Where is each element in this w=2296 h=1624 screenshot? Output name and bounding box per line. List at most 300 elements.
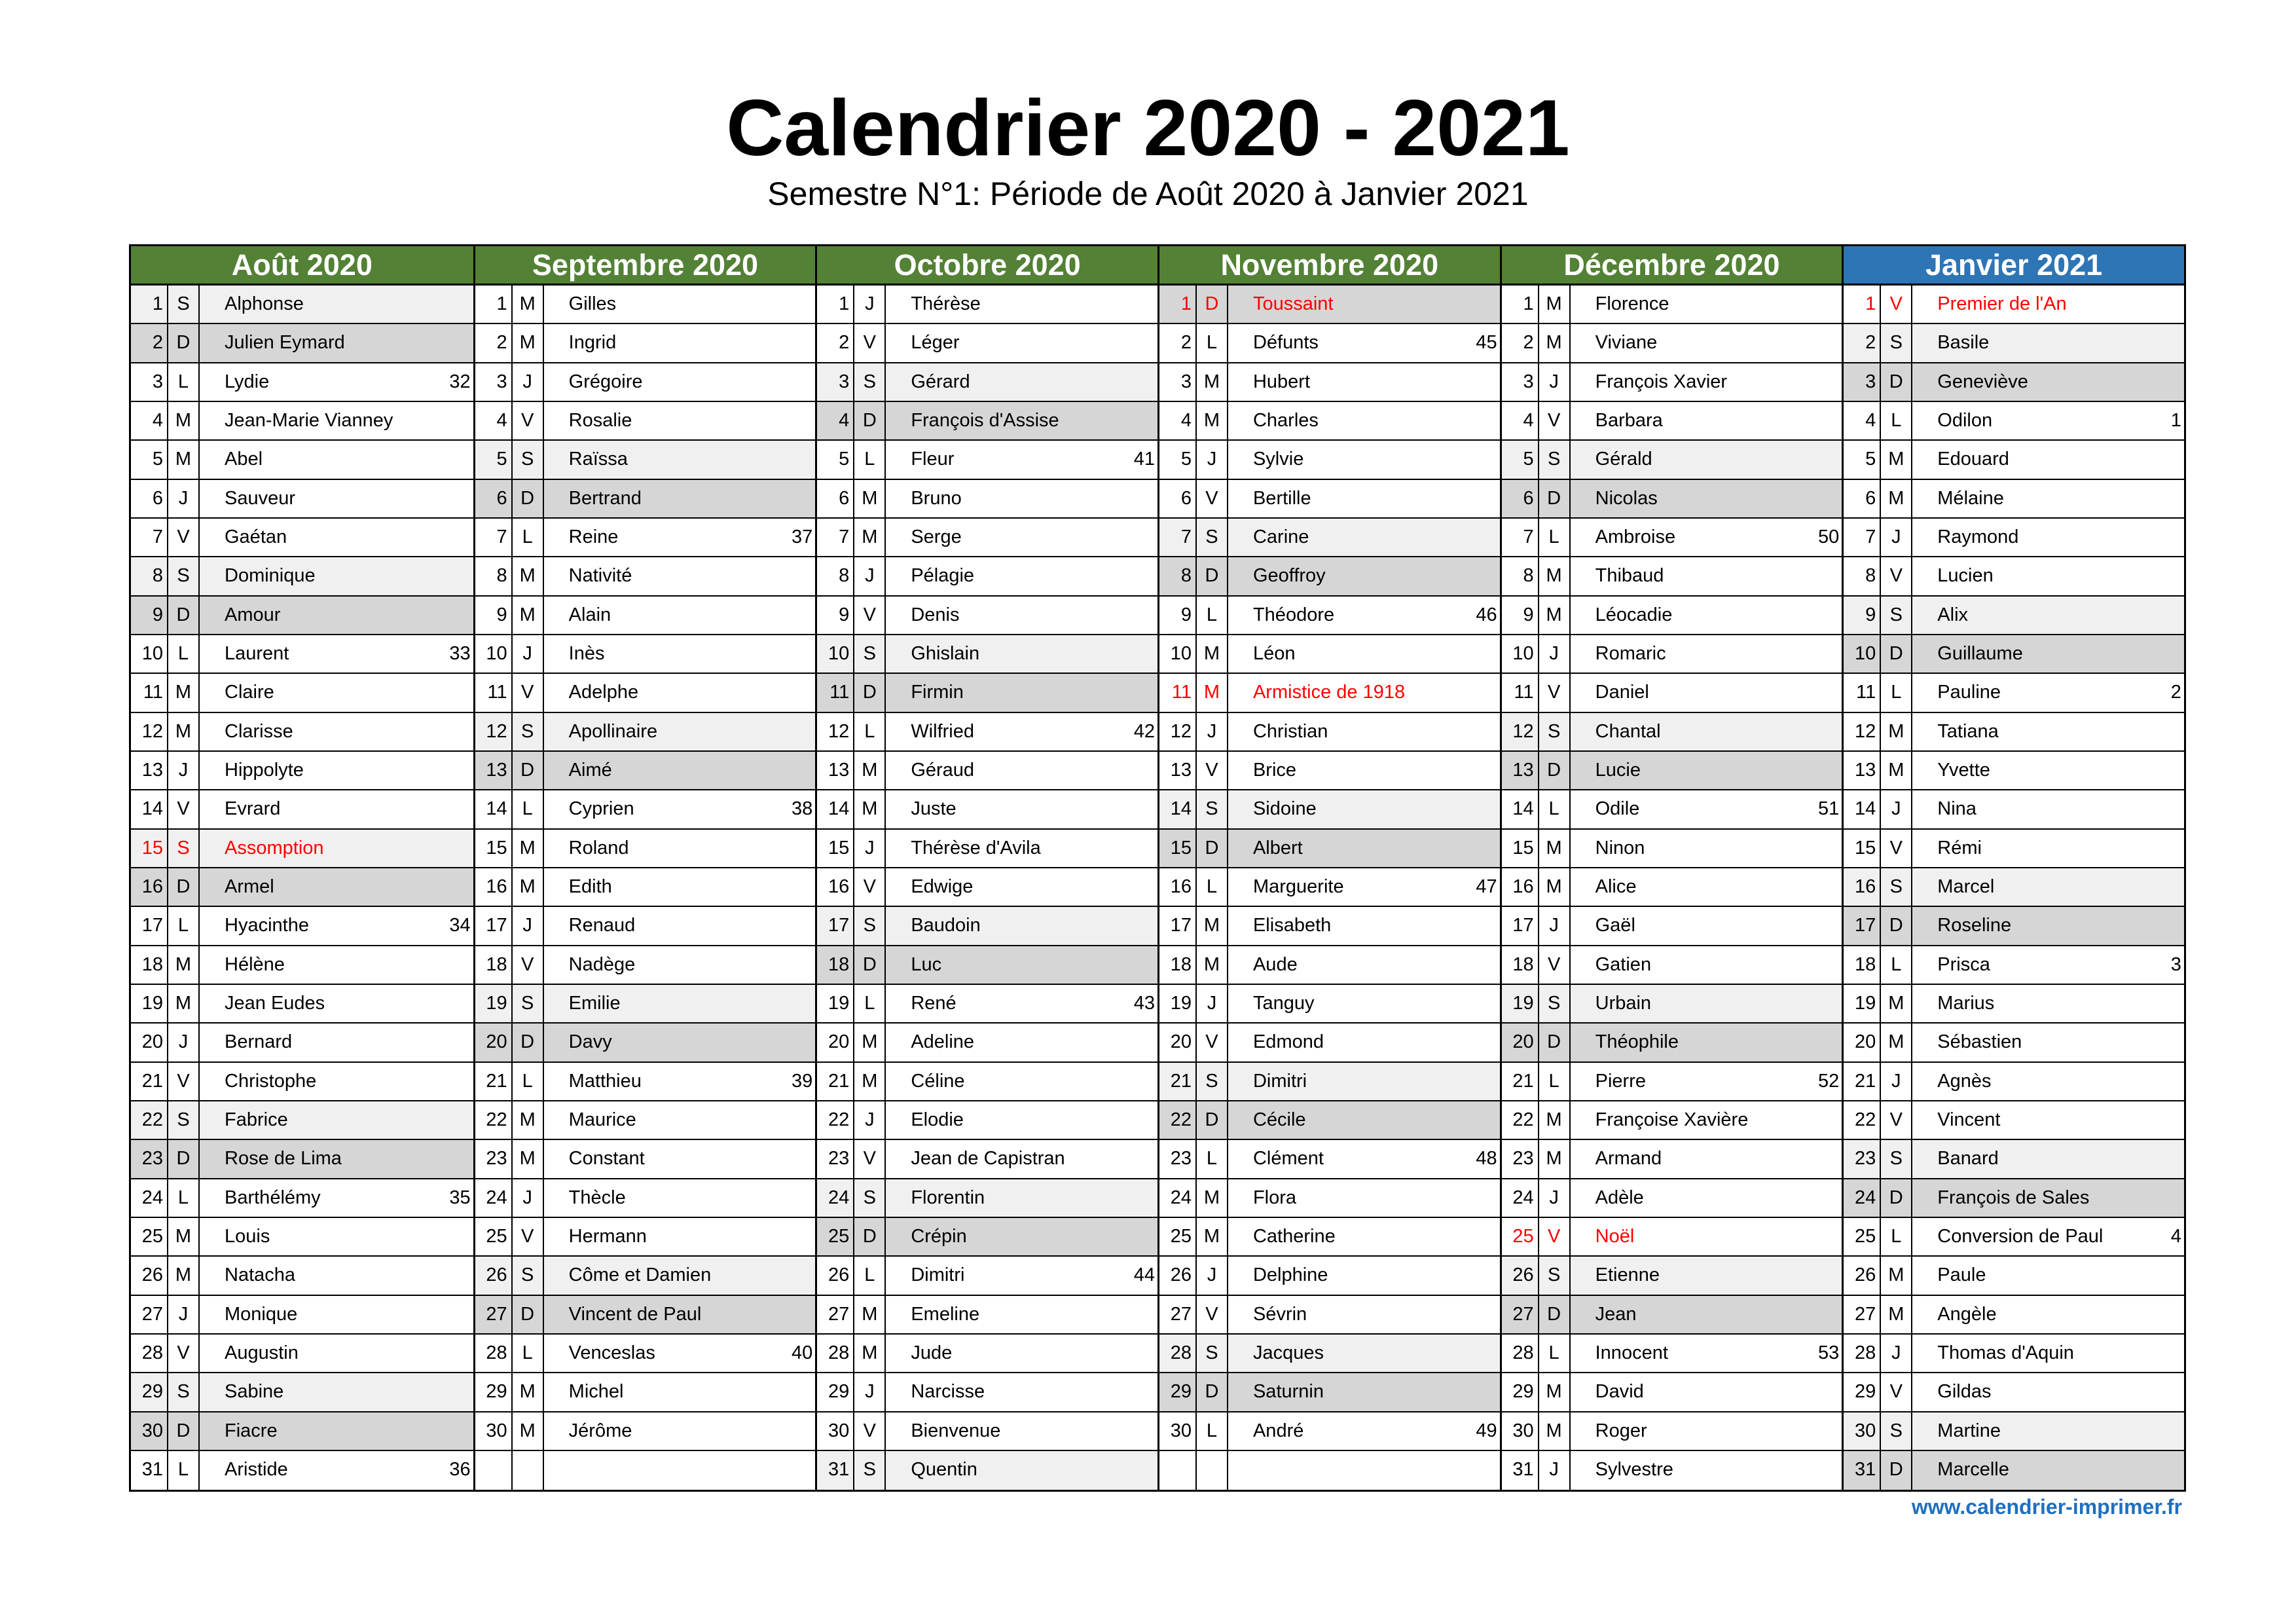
saint-name: Dominique [225,565,316,587]
day-row [1159,1101,1500,1140]
day-number: 5 [475,441,513,478]
saint-cell [886,790,1157,828]
day-number: 8 [475,557,513,595]
weekday-letter: V [1197,1296,1228,1333]
weekday-letter: L [1197,868,1228,906]
saint-name: Cyprien [568,798,634,820]
weekday-letter: L [513,519,544,556]
week-number: 32 [449,371,471,392]
day-number: 7 [1159,519,1197,556]
saint-cell [1228,946,1500,984]
saint-name: Aimé [568,759,612,781]
saint-name: Raïssa [568,449,628,470]
weekday-letter: M [1539,597,1571,634]
day-row [1502,1179,1842,1218]
weekday-letter: D [1881,907,1912,944]
weekday-letter: V [513,946,544,984]
day-number: 11 [131,674,168,711]
saint-cell [200,830,473,867]
day-number: 19 [817,985,854,1022]
weekday-letter: M [513,557,544,595]
saint-name: Sidoine [1252,798,1317,820]
day-row [817,1063,1157,1101]
day-number: 3 [1502,363,1539,401]
saint-name: Fiacre [225,1420,278,1441]
saint-name: Banard [1937,1148,1999,1170]
saint-cell [544,1335,816,1372]
day-row [1502,830,1842,868]
day-number: 11 [475,674,513,711]
day-row [1502,868,1842,907]
saint-cell [200,286,473,323]
saint-cell [1571,597,1842,634]
day-row [817,480,1157,519]
saint-name: Hubert [1252,371,1311,392]
day-number: 20 [817,1024,854,1061]
day-number: 16 [817,868,854,906]
saint-name: Edith [568,876,612,897]
day-row [1502,790,1842,829]
saint-name: Bernard [225,1031,293,1053]
day-row [1844,752,2184,790]
day-number: 24 [1844,1179,1881,1217]
week-number: 43 [1133,992,1155,1014]
saint-cell [1912,1063,2184,1100]
saint-name: Claire [225,682,274,703]
day-number: 10 [1844,635,1881,673]
saint-cell [544,1179,816,1217]
day-row [131,402,473,441]
saint-cell [544,1101,816,1139]
saint-cell [1912,907,2184,944]
day-number: 13 [817,752,854,789]
day-row [817,713,1157,752]
weekday-letter: M [1539,1373,1571,1411]
saint-cell [544,1140,816,1177]
day-row [1502,1063,1842,1101]
day-row [131,1140,473,1179]
saint-cell [544,557,816,595]
saint-name: Jean Eudes [225,992,325,1014]
day-number: 2 [1159,324,1197,361]
weekday-letter: S [854,1451,886,1490]
day-row [475,597,816,635]
saint-cell [886,1024,1157,1061]
weekday-letter: L [168,907,200,944]
day-number: 25 [1159,1218,1197,1255]
weekday-letter: S [168,1101,200,1139]
weekday-letter: L [854,1257,886,1294]
day-number: 12 [1502,713,1539,750]
weekday-letter: V [854,868,886,906]
week-number: 41 [1133,449,1155,470]
weekday-letter: V [168,1335,200,1372]
day-row [1844,1451,2184,1490]
day-row [817,635,1157,674]
week-number: 46 [1476,604,1497,625]
saint-cell [886,363,1157,401]
day-number: 5 [1159,441,1197,478]
day-row [817,402,1157,441]
saint-name: Innocent [1595,1342,1668,1363]
day-number: 30 [1844,1412,1881,1450]
saint-name: David [1595,1381,1644,1403]
saint-cell [200,1335,473,1372]
day-number: 27 [817,1296,854,1333]
day-number: 17 [131,907,168,944]
day-number: 27 [131,1296,168,1333]
weekday-letter: J [854,557,886,595]
weekday-letter: L [1539,519,1571,556]
day-row [131,1063,473,1101]
weekday-letter [513,1451,544,1490]
weekday-letter: L [1197,1140,1228,1177]
day-row [1159,1063,1500,1101]
saint-name: Marcel [1937,876,1995,897]
weekday-letter: D [513,1024,544,1061]
saint-cell [200,1063,473,1100]
weekday-letter: J [1539,363,1571,401]
saint-cell [200,907,473,944]
saint-name: Géraud [911,759,975,781]
weekday-letter: S [513,1257,544,1294]
weekday-letter: S [168,286,200,323]
day-number: 24 [131,1179,168,1217]
day-number: 21 [475,1063,513,1100]
weekday-letter: V [1197,480,1228,517]
weekday-letter: M [1539,1101,1571,1139]
day-row [1159,907,1500,946]
week-number: 47 [1476,876,1497,897]
day-number: 19 [131,985,168,1022]
day-row [1844,868,2184,907]
saint-name: Florence [1595,293,1669,314]
weekday-letter: D [1197,286,1228,323]
weekday-letter: V [1881,1373,1912,1411]
weekday-letter: M [854,1024,886,1061]
saint-name: Vincent [1937,1109,2001,1130]
saint-name: Adèle [1595,1187,1644,1208]
day-number: 17 [1502,907,1539,944]
weekday-letter: V [1881,830,1912,867]
weekday-letter: V [854,324,886,361]
saint-name: Gaël [1595,915,1635,936]
day-row [1159,557,1500,596]
saint-cell [200,635,473,673]
saint-cell [1912,597,2184,634]
weekday-letter: J [1881,519,1912,556]
day-row [1159,1140,1500,1179]
saint-name: Sabine [225,1381,284,1403]
weekday-letter: M [513,1101,544,1139]
month-column [1842,246,2184,1490]
saint-cell [1912,441,2184,478]
weekday-letter: M [1197,907,1228,944]
week-number: 35 [449,1187,471,1208]
day-number: 26 [131,1257,168,1294]
saint-name: Christophe [225,1070,317,1092]
saint-name: Emilie [568,992,621,1014]
day-row [817,1024,1157,1062]
weekday-letter: D [1539,480,1571,517]
saint-cell [544,635,816,673]
saint-cell [1571,674,1842,711]
weekday-letter: M [1539,286,1571,323]
weekday-letter: M [1539,830,1571,867]
weekday-letter: M [1881,480,1912,517]
day-row [1159,1218,1500,1257]
day-number: 10 [817,635,854,673]
saint-name: Angèle [1937,1303,1997,1325]
saint-name: Gildas [1937,1381,1992,1403]
saint-name: Delphine [1252,1264,1328,1286]
weekday-letter: D [168,597,200,634]
day-row [475,363,816,402]
saint-cell [1228,790,1500,828]
saint-name: Quentin [911,1458,977,1480]
saint-name: Romaric [1595,642,1666,664]
saint-name: Reine [568,526,619,547]
weekday-letter: J [1197,1257,1228,1294]
day-row [1502,635,1842,674]
day-row [131,752,473,790]
saint-name: Gaétan [225,526,287,547]
day-row [817,1140,1157,1179]
weekday-letter: M [854,1063,886,1100]
saint-name: Françoise Xavière [1595,1109,1749,1130]
saint-name: Ambroise [1595,526,1676,547]
weekday-letter: L [1197,324,1228,361]
saint-cell [544,907,816,944]
day-number: 4 [1159,402,1197,439]
saint-cell [1228,441,1500,478]
weekday-letter: M [1197,1218,1228,1255]
day-row [1502,1218,1842,1257]
saint-name: Pierre [1595,1070,1646,1092]
weekday-letter: D [1197,1373,1228,1411]
saint-cell [1571,635,1842,673]
weekday-letter: D [854,946,886,984]
day-number: 16 [475,868,513,906]
day-row [1159,713,1500,752]
day-row [817,286,1157,324]
day-row [1844,713,2184,752]
saint-cell [1912,674,2184,711]
saint-cell [544,363,816,401]
day-number: 6 [1159,480,1197,517]
day-row [1844,830,2184,868]
saint-cell [886,985,1157,1022]
saint-name: Flora [1252,1187,1297,1208]
day-row [1159,635,1500,674]
month-header: Octobre 2020 [817,246,1157,286]
saint-cell [1228,1373,1500,1411]
day-number: 20 [475,1024,513,1061]
saint-name: Ninon [1595,837,1645,858]
day-number: 21 [1159,1063,1197,1100]
saint-name: Gilles [568,293,617,314]
day-number: 19 [1502,985,1539,1022]
saint-name: Yvette [1937,759,1990,781]
day-number: 15 [1159,830,1197,867]
day-number: 29 [1159,1373,1197,1411]
saint-cell [200,674,473,711]
saint-name: Mélaine [1937,487,2004,509]
day-number: 1 [817,286,854,323]
saint-cell [200,752,473,789]
saint-name: Marguerite [1252,876,1344,897]
day-row [1159,402,1500,441]
saint-cell [200,480,473,517]
saint-name: Etienne [1595,1264,1660,1286]
day-row [475,519,816,557]
saint-name: Chantal [1595,720,1661,742]
saint-cell [544,790,816,828]
weekday-letter: M [1539,868,1571,906]
weekday-letter [1197,1451,1228,1490]
day-row [475,946,816,985]
day-number: 3 [1159,363,1197,401]
day-number: 28 [817,1335,854,1372]
day-row [1159,1257,1500,1295]
day-row [131,363,473,402]
day-row [1844,1335,2184,1373]
day-number: 10 [475,635,513,673]
saint-name: Léger [911,332,960,354]
day-row [475,830,816,868]
saint-cell [1228,402,1500,439]
day-number: 7 [131,519,168,556]
day-row [475,480,816,519]
saint-cell [1571,480,1842,517]
day-row [1502,946,1842,985]
day-row [1159,480,1500,519]
weekday-letter: M [1539,1140,1571,1177]
saint-cell [1571,907,1842,944]
day-number: 14 [1844,790,1881,828]
saint-cell [1912,1179,2184,1217]
day-number: 28 [131,1335,168,1372]
day-row [1159,674,1500,712]
week-number: 3 [2170,953,2181,975]
day-row [1159,324,1500,363]
day-number: 6 [817,480,854,517]
weekday-letter: M [1881,1296,1912,1333]
footer-url-link[interactable]: www.calendrier-imprimer.fr [1911,1495,2182,1519]
day-number: 22 [1159,1101,1197,1139]
saint-name: Monique [225,1303,298,1325]
saint-cell [1912,324,2184,361]
saint-name: Rosalie [568,409,632,431]
saint-name: Céline [911,1070,965,1092]
day-number: 28 [1844,1335,1881,1372]
day-row [1502,674,1842,712]
saint-cell [1228,1218,1500,1255]
day-number [475,1451,513,1490]
weekday-letter: L [854,441,886,478]
day-number: 16 [131,868,168,906]
saint-cell [1228,713,1500,750]
saint-name: Geneviève [1937,371,2028,392]
weekday-letter: M [1197,635,1228,673]
saint-cell [1571,985,1842,1022]
day-number: 8 [1502,557,1539,595]
day-row [475,1063,816,1101]
day-row [131,1451,473,1490]
saint-cell [1912,1024,2184,1061]
saint-name: Grégoire [568,371,643,392]
day-number: 1 [1844,286,1881,323]
saint-name: Elisabeth [1252,915,1332,936]
saint-cell [1912,1335,2184,1372]
day-number: 24 [475,1179,513,1217]
weekday-letter: L [513,1335,544,1372]
saint-name: Guillaume [1937,642,2023,664]
day-row [1159,752,1500,790]
month-header: Août 2020 [131,246,473,286]
weekday-letter: J [168,752,200,789]
saint-name: Julien Eymard [225,332,345,354]
weekday-letter: J [168,1024,200,1061]
day-row [817,830,1157,868]
saint-name: Catherine [1252,1225,1336,1247]
saint-name: Inès [568,642,605,664]
saint-name: Rémi [1937,837,1982,858]
day-row [475,1101,816,1140]
saint-cell [1228,1451,1500,1490]
saint-cell [544,713,816,750]
day-row [1159,519,1500,557]
weekday-letter: M [1881,441,1912,478]
weekday-letter: L [168,1451,200,1490]
saint-name: Assomption [225,837,324,858]
saint-cell [1571,1451,1842,1490]
saint-name: Sévrin [1252,1303,1307,1325]
weekday-letter: M [1881,1024,1912,1061]
day-number: 21 [1844,1063,1881,1100]
day-row [475,1335,816,1373]
day-row [475,402,816,441]
saint-name: Nadège [568,953,636,975]
day-row [1502,752,1842,790]
day-row [131,480,473,519]
saint-cell [886,674,1157,711]
day-number: 22 [1844,1101,1881,1139]
day-row [817,674,1157,712]
saint-cell [200,324,473,361]
saint-name: Bruno [911,487,962,509]
weekday-letter: M [513,868,544,906]
day-number: 26 [817,1257,854,1294]
saint-name: Nativité [568,565,632,587]
day-number: 18 [1502,946,1539,984]
day-row [817,1101,1157,1140]
weekday-letter: J [1539,907,1571,944]
saint-cell [1571,790,1842,828]
day-row [1159,868,1500,907]
saint-name: Edwige [911,876,974,897]
weekday-letter: M [1881,1257,1912,1294]
day-number: 16 [1159,868,1197,906]
saint-cell [200,868,473,906]
day-number: 25 [475,1218,513,1255]
day-row [1502,1335,1842,1373]
day-row [475,324,816,363]
weekday-letter: S [1881,324,1912,361]
saint-name: Sylvie [1252,449,1304,470]
weekday-letter: J [1539,1451,1571,1490]
saint-name: Viviane [1595,332,1658,354]
